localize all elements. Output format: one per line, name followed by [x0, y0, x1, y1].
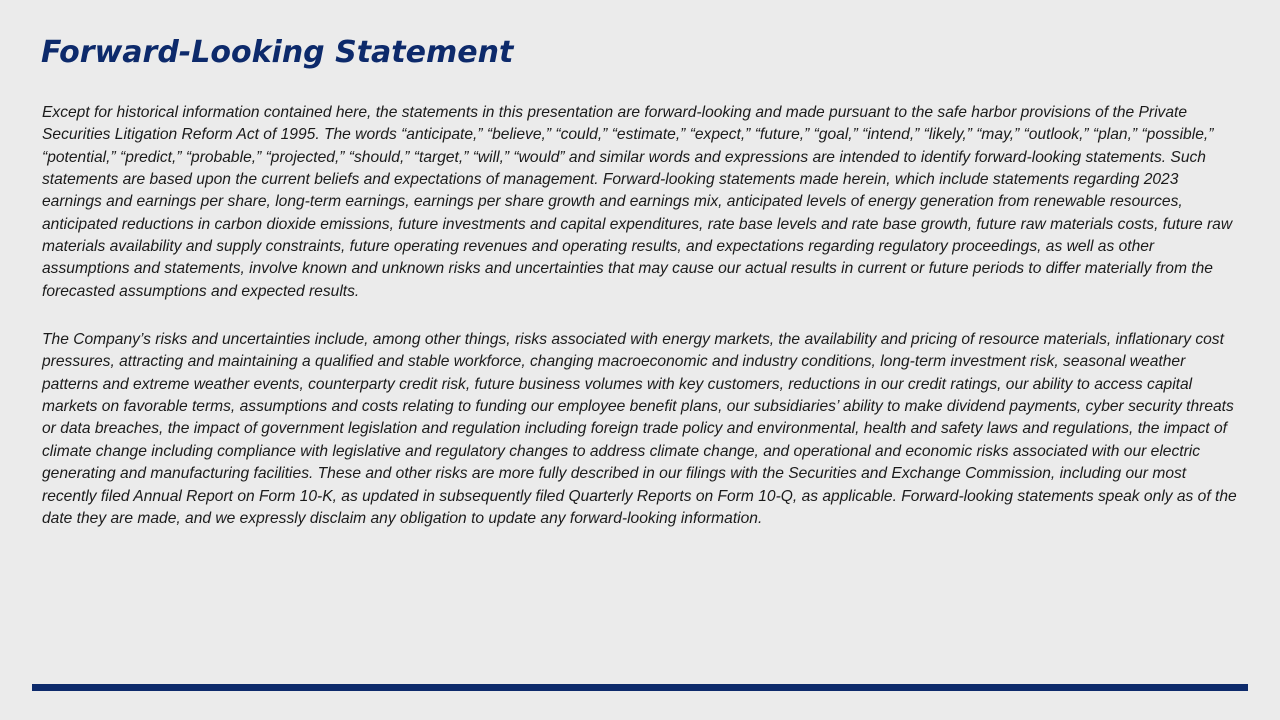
footer-divider: [32, 684, 1248, 691]
disclaimer-paragraph-2: The Company’s risks and uncertainties include, among other things, risks associated with energy markets, the availability and pricing of resource materials, inflationary cost pressures, attracting and maintaining a qualified and stable workforce, changing macroeconomic and industry conditions, long-term investment risk, seasonal weather patterns and extreme weather events, counterparty credit risk, future business volumes with key customers, reductions in our credit ratings, our ability to access capital markets on favorable terms, assumptions and costs relating to funding our employee benefit plans, our subsidiaries’ ability to make dividend payments, cyber security threats or data breaches, the impact of government legislation and regulation including foreign trade policy and environmental, health and safety laws and regulations, the impact of climate change including compliance with legislative and regulatory changes to address climate change, and operational and economic risks associated with our electric generating and manufacturing facilities. These and other risks are more fully described in our filings with the Securities and Exchange Commission, including our most recently filed Annual Report on Form 10-K, as updated in subsequently filed Quarterly Reports on Form 10-Q, as applicable. Forward-looking statements speak only as of the date they are made, and we expressly disclaim any obligation to update any forward-looking information.: [42, 331, 1237, 527]
disclaimer-paragraph-1: Except for historical information contained here, the statements in this presentation are forward-looking and made pursuant to the safe harbor provisions of the Private Securities Litigation Reform Act of 1995. The words “anticipate,” “believe,” “could,” “estimate,” “expect,” “future,” “goal,” “intend,” “likely,” “may,” “outlook,” “plan,” “possible,” “potential,” “predict,” “probable,” “projected,” “should,” “target,” “will,” “would” and similar words and expressions are intended to identify forward-looking statements. Such statements are based upon the current beliefs and expectations of management. Forward-looking statements made herein, which include statements regarding 2023 earnings and earnings per share, long-term earnings, earnings per share growth and earnings mix, anticipated levels of energy generation from renewable resources, anticipated reductions in carbon dioxide emissions, future investments and capital expenditures, rate base levels and rate base growth, future raw materials costs, future raw materials availability and supply constraints, future operating revenues and operating results, and expectations regarding regulatory proceedings, as well as other assumptions and statements, involve known and unknown risks and uncertainties that may cause our actual results in current or future periods to differ materially from the forecasted assumptions and expected results.: [42, 104, 1233, 300]
disclaimer-body: [42, 102, 1242, 530]
slide-title: Forward-Looking Statement: [41, 35, 514, 70]
